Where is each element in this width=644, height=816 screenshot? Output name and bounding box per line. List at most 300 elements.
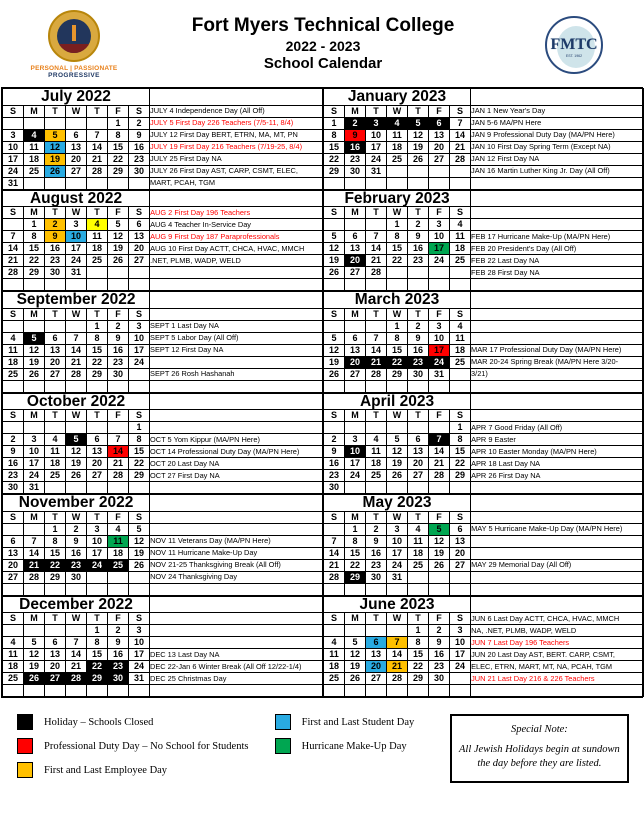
day-cell: [408, 422, 429, 434]
note-line: [150, 308, 323, 320]
note-line: JULY 5 First Day 226 Teachers (7/5-11, 8/4): [150, 117, 323, 129]
day-cell: 10: [3, 141, 24, 153]
day-cell: [450, 177, 471, 189]
month-october-2022: [2, 393, 323, 495]
day-cell: 11: [450, 231, 471, 243]
day-cell: 27: [87, 470, 108, 482]
day-cell: 17: [387, 547, 408, 559]
weekday-header: T: [366, 511, 387, 523]
note-line: APR 9 Easter: [471, 434, 644, 446]
day-cell: 21: [66, 356, 87, 368]
weekday-header: S: [450, 613, 471, 625]
day-cell: 13: [345, 344, 366, 356]
note-line: MAR 20-24 Spring Break (MA/PN Here 3/20-: [471, 356, 644, 368]
day-cell: 22: [24, 255, 45, 267]
day-cell: 22: [450, 458, 471, 470]
note-line: [150, 89, 323, 106]
day-cell: 1: [45, 523, 66, 535]
day-cell: [345, 219, 366, 231]
day-cell: [66, 279, 87, 291]
day-cell: [450, 267, 471, 279]
seal-center: [57, 19, 91, 53]
day-cell: 19: [24, 661, 45, 673]
day-cell: [87, 482, 108, 494]
day-cell: 24: [24, 470, 45, 482]
day-cell: 21: [429, 458, 450, 470]
month-march-2023: [323, 291, 644, 393]
day-cell: 30: [129, 165, 150, 177]
day-cell: 13: [450, 535, 471, 547]
day-cell: 27: [45, 368, 66, 380]
weekday-header: M: [345, 613, 366, 625]
note-line: [471, 320, 644, 332]
day-cell: 23: [408, 356, 429, 368]
day-cell: 6: [66, 129, 87, 141]
day-cell: 17: [366, 141, 387, 153]
day-cell: 19: [429, 547, 450, 559]
day-cell: 13: [129, 231, 150, 243]
weekday-header: M: [24, 613, 45, 625]
day-cell: [387, 279, 408, 291]
day-cell: 27: [3, 571, 24, 583]
legend-section: [1, 698, 643, 786]
note-line: NA, .NET, PLMB, WADP, WELD: [471, 625, 644, 637]
day-cell: 6: [45, 637, 66, 649]
day-cell: 15: [129, 446, 150, 458]
day-cell: 28: [429, 470, 450, 482]
district-tagline-2: PROGRESSIVE: [48, 72, 100, 79]
day-cell: 9: [429, 637, 450, 649]
day-cell: 20: [66, 153, 87, 165]
note-line: [471, 547, 644, 559]
weekday-header: S: [129, 308, 150, 320]
day-cell: 10: [429, 231, 450, 243]
day-cell: [366, 177, 387, 189]
day-cell: 3: [429, 219, 450, 231]
day-cell: 29: [324, 165, 345, 177]
day-cell: 24: [429, 356, 450, 368]
day-cell: [66, 320, 87, 332]
day-cell: [108, 571, 129, 583]
day-cell: [108, 380, 129, 392]
day-cell: 18: [87, 243, 108, 255]
day-cell: [429, 177, 450, 189]
day-cell: [429, 571, 450, 583]
note-line: [471, 332, 644, 344]
note-line: JAN 10 First Day Spring Term (Except NA): [471, 141, 644, 153]
day-cell: [345, 380, 366, 392]
day-cell: 19: [324, 255, 345, 267]
day-cell: 14: [66, 344, 87, 356]
day-cell: [450, 482, 471, 494]
note-line: [471, 177, 644, 189]
note-line: SEPT 26 Rosh Hashanah: [150, 368, 323, 380]
day-cell: 16: [45, 243, 66, 255]
day-cell: 9: [324, 446, 345, 458]
day-cell: 30: [108, 673, 129, 685]
day-cell: [366, 219, 387, 231]
day-cell: 4: [108, 523, 129, 535]
weekday-header: F: [429, 308, 450, 320]
day-cell: 28: [450, 153, 471, 165]
day-cell: [450, 685, 471, 697]
day-cell: 28: [66, 673, 87, 685]
special-note-box: [450, 714, 629, 783]
note-line: [471, 583, 644, 595]
weekday-header: S: [324, 511, 345, 523]
day-cell: 30: [408, 368, 429, 380]
day-cell: 13: [429, 129, 450, 141]
day-cell: [87, 422, 108, 434]
day-cell: 20: [345, 356, 366, 368]
month-january-2023: [323, 88, 644, 190]
note-line: APR 18 Last Day NA: [471, 458, 644, 470]
day-cell: 8: [387, 231, 408, 243]
day-cell: 19: [345, 661, 366, 673]
legend-swatch-icon: [17, 762, 33, 778]
day-cell: [129, 482, 150, 494]
day-cell: 14: [387, 649, 408, 661]
month-november-2022: [2, 494, 323, 596]
legend-label: Holiday – Schools Closed: [44, 716, 154, 728]
day-cell: 6: [429, 117, 450, 129]
title-block: [133, 15, 513, 74]
day-cell: 23: [108, 661, 129, 673]
day-cell: 26: [345, 673, 366, 685]
weekday-header: W: [387, 410, 408, 422]
day-cell: 21: [450, 141, 471, 153]
day-cell: 6: [345, 332, 366, 344]
lee-county-seal-icon: [48, 10, 100, 62]
day-cell: [45, 422, 66, 434]
day-cell: [24, 380, 45, 392]
day-cell: 2: [45, 219, 66, 231]
note-line: [150, 422, 323, 434]
day-cell: 19: [108, 243, 129, 255]
month-title: December 2022: [3, 596, 150, 613]
special-note-title: Special Note:: [510, 724, 568, 735]
day-cell: [450, 583, 471, 595]
day-cell: [24, 685, 45, 697]
day-cell: 16: [429, 649, 450, 661]
day-cell: 25: [3, 673, 24, 685]
day-cell: [408, 571, 429, 583]
day-cell: 18: [450, 243, 471, 255]
day-cell: 4: [450, 320, 471, 332]
weekday-header: F: [108, 511, 129, 523]
legend-column-1: [17, 714, 275, 786]
note-line: FEB 22 Last Day NA: [471, 255, 644, 267]
day-cell: 25: [108, 559, 129, 571]
day-cell: 29: [129, 470, 150, 482]
weekday-header: M: [24, 207, 45, 219]
note-line: JULY 26 First Day AST, CARP, CSMT, ELEC,: [150, 165, 323, 177]
day-cell: 2: [108, 625, 129, 637]
day-cell: 18: [387, 141, 408, 153]
note-line: JAN 16 Martin Luther King Jr. Day (All Off): [471, 165, 644, 177]
day-cell: 1: [324, 117, 345, 129]
day-cell: [408, 267, 429, 279]
day-cell: 5: [408, 117, 429, 129]
note-line: DEC 22-Jan 6 Winter Break (All Off 12/22-1/4): [150, 661, 323, 673]
weekday-header: T: [87, 207, 108, 219]
day-cell: 8: [387, 332, 408, 344]
day-cell: 19: [408, 141, 429, 153]
day-cell: 21: [108, 458, 129, 470]
day-cell: 26: [324, 267, 345, 279]
day-cell: 1: [108, 117, 129, 129]
day-cell: [387, 422, 408, 434]
month-title: January 2023: [324, 89, 471, 106]
day-cell: 5: [66, 434, 87, 446]
day-cell: [345, 279, 366, 291]
month-title: September 2022: [3, 292, 150, 309]
day-cell: 27: [366, 673, 387, 685]
weekday-header: T: [87, 613, 108, 625]
day-cell: [87, 583, 108, 595]
day-cell: 7: [66, 637, 87, 649]
legend-column-2: [275, 714, 450, 762]
day-cell: 5: [108, 219, 129, 231]
day-cell: 16: [345, 141, 366, 153]
day-cell: 10: [66, 231, 87, 243]
day-cell: 29: [387, 368, 408, 380]
day-cell: [66, 177, 87, 189]
day-cell: 14: [24, 547, 45, 559]
day-cell: 20: [450, 547, 471, 559]
note-line: [150, 356, 323, 368]
day-cell: 2: [408, 219, 429, 231]
weekday-header: S: [3, 308, 24, 320]
day-cell: 5: [24, 637, 45, 649]
day-cell: [24, 422, 45, 434]
day-cell: [345, 685, 366, 697]
day-cell: [3, 523, 24, 535]
day-cell: 27: [66, 165, 87, 177]
day-cell: 20: [366, 661, 387, 673]
day-cell: [129, 267, 150, 279]
day-cell: 8: [450, 434, 471, 446]
day-cell: 26: [24, 368, 45, 380]
day-cell: 17: [129, 344, 150, 356]
day-cell: 16: [129, 141, 150, 153]
note-line: FEB 28 First Day NA: [471, 267, 644, 279]
day-cell: [345, 583, 366, 595]
day-cell: 30: [345, 165, 366, 177]
day-cell: 25: [24, 165, 45, 177]
day-cell: [3, 625, 24, 637]
day-cell: 12: [408, 129, 429, 141]
day-cell: 26: [24, 673, 45, 685]
weekday-header: S: [129, 105, 150, 117]
note-line: JULY 4 Independence Day (All Off): [150, 105, 323, 117]
day-cell: 18: [24, 153, 45, 165]
day-cell: 9: [108, 637, 129, 649]
day-cell: 16: [66, 547, 87, 559]
legend-item: [17, 714, 275, 730]
day-cell: 7: [24, 535, 45, 547]
day-cell: 7: [450, 117, 471, 129]
day-cell: [366, 380, 387, 392]
day-cell: 3: [24, 434, 45, 446]
legend-swatch-icon: [275, 714, 291, 730]
weekday-header: S: [450, 410, 471, 422]
day-cell: 24: [450, 661, 471, 673]
day-cell: 10: [129, 332, 150, 344]
day-cell: 19: [129, 547, 150, 559]
day-cell: 20: [129, 243, 150, 255]
weekday-header: T: [45, 613, 66, 625]
day-cell: [450, 368, 471, 380]
month-august-2022: [2, 190, 323, 292]
day-cell: 11: [408, 535, 429, 547]
day-cell: 12: [324, 344, 345, 356]
weekday-header: T: [87, 511, 108, 523]
day-cell: 18: [45, 458, 66, 470]
day-cell: 15: [387, 243, 408, 255]
day-cell: [129, 571, 150, 583]
day-cell: [45, 482, 66, 494]
day-cell: 13: [345, 243, 366, 255]
day-cell: 24: [66, 255, 87, 267]
day-cell: 20: [87, 458, 108, 470]
day-cell: [429, 685, 450, 697]
day-cell: 15: [87, 649, 108, 661]
weekday-header: S: [324, 207, 345, 219]
day-cell: [429, 422, 450, 434]
page-subtitle: School Calendar: [263, 55, 383, 73]
weekday-header: S: [3, 511, 24, 523]
day-cell: 23: [45, 255, 66, 267]
weekday-header: S: [450, 207, 471, 219]
weekday-header: S: [129, 511, 150, 523]
note-line: [471, 308, 644, 320]
note-line: MAY 5 Hurricane Make-Up Day (MA/PN Here): [471, 523, 644, 535]
day-cell: [324, 380, 345, 392]
day-cell: 11: [45, 446, 66, 458]
day-cell: 18: [408, 547, 429, 559]
day-cell: [324, 685, 345, 697]
day-cell: 10: [387, 535, 408, 547]
day-cell: 11: [324, 649, 345, 661]
day-cell: 9: [408, 332, 429, 344]
legend-swatch-icon: [17, 714, 33, 730]
day-cell: 1: [387, 320, 408, 332]
day-cell: [108, 422, 129, 434]
note-line: [471, 380, 644, 392]
day-cell: [24, 177, 45, 189]
legend-item: [275, 714, 450, 730]
day-cell: [108, 279, 129, 291]
note-line: FEB 17 Hurricane Make-Up (MA/PN Here): [471, 231, 644, 243]
weekday-header: S: [3, 105, 24, 117]
day-cell: 6: [3, 535, 24, 547]
day-cell: [345, 177, 366, 189]
day-cell: 31: [366, 165, 387, 177]
day-cell: 13: [45, 649, 66, 661]
day-cell: [108, 482, 129, 494]
day-cell: 7: [66, 332, 87, 344]
day-cell: 31: [129, 673, 150, 685]
weekday-header: W: [387, 308, 408, 320]
day-cell: 7: [3, 231, 24, 243]
note-line: NOV 11 Hurricane Make-Up Day: [150, 547, 323, 559]
day-cell: 17: [345, 458, 366, 470]
day-cell: [429, 482, 450, 494]
day-cell: [66, 482, 87, 494]
day-cell: [324, 279, 345, 291]
weekday-header: F: [429, 410, 450, 422]
weekday-header: T: [45, 207, 66, 219]
day-cell: [3, 422, 24, 434]
day-cell: 5: [387, 434, 408, 446]
day-cell: 7: [324, 535, 345, 547]
day-cell: 10: [366, 129, 387, 141]
day-cell: 17: [24, 458, 45, 470]
note-line: [150, 190, 323, 207]
day-cell: 8: [345, 535, 366, 547]
district-tagline: PERSONAL | PASSIONATE: [30, 65, 118, 72]
day-cell: [408, 482, 429, 494]
day-cell: 30: [3, 482, 24, 494]
weekday-header: S: [324, 613, 345, 625]
day-cell: 2: [129, 117, 150, 129]
day-cell: 1: [408, 625, 429, 637]
day-cell: [3, 380, 24, 392]
day-cell: 11: [108, 535, 129, 547]
day-cell: 7: [429, 434, 450, 446]
day-cell: [3, 685, 24, 697]
day-cell: 26: [387, 470, 408, 482]
day-cell: [3, 219, 24, 231]
day-cell: 26: [66, 470, 87, 482]
day-cell: 16: [366, 547, 387, 559]
note-line: [471, 292, 644, 309]
day-cell: [387, 625, 408, 637]
note-line: NOV 11 Veterans Day (MA/PN Here): [150, 535, 323, 547]
note-line: JAN 1 New Year's Day: [471, 105, 644, 117]
day-cell: [450, 571, 471, 583]
note-line: JUN 20 Last Day AST, BERT. CARP, CSMT,: [471, 649, 644, 661]
day-cell: 23: [129, 153, 150, 165]
day-cell: 8: [87, 637, 108, 649]
legend-label: Professional Duty Day – No School for Students: [44, 740, 249, 752]
note-line: [150, 511, 323, 523]
day-cell: 25: [366, 470, 387, 482]
month-december-2022: [2, 596, 323, 698]
day-cell: 2: [408, 320, 429, 332]
note-line: [471, 279, 644, 291]
day-cell: [429, 380, 450, 392]
note-line: OCT 5 Yom Kippur (MA/PN Here): [150, 434, 323, 446]
day-cell: 20: [45, 661, 66, 673]
weekday-header: M: [345, 207, 366, 219]
note-line: [150, 583, 323, 595]
day-cell: [87, 267, 108, 279]
day-cell: 31: [3, 177, 24, 189]
day-cell: 8: [324, 129, 345, 141]
day-cell: 14: [366, 243, 387, 255]
day-cell: 9: [3, 446, 24, 458]
note-line: JULY 19 First Day 216 Teachers (7/19-25, 8/4): [150, 141, 323, 153]
day-cell: 16: [408, 344, 429, 356]
day-cell: [345, 482, 366, 494]
day-cell: 23: [345, 153, 366, 165]
day-cell: 30: [324, 482, 345, 494]
note-line: [150, 685, 323, 697]
day-cell: [408, 380, 429, 392]
day-cell: 14: [429, 446, 450, 458]
